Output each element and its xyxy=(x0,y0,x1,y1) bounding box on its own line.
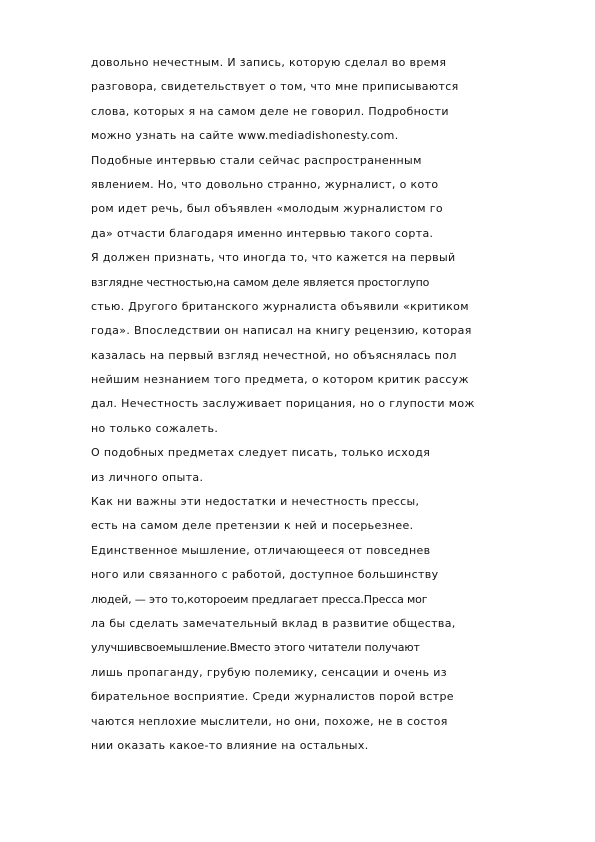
text-line: есть на самом деле претензии к ней и посерьезнее. xyxy=(91,519,414,533)
text-line: из личного опыта. xyxy=(91,470,204,484)
text-line: Единственное мышление, отличающееся от повседнев xyxy=(91,543,431,557)
text-line: людей, — это то,котороеим предлагает пресса.Пресса мог xyxy=(91,592,428,606)
text-line: Я должен признать, что иногда то, что кажется на первый xyxy=(91,251,456,265)
text-line: чаются неплохие мыслители, но они, похоже, не в состоя xyxy=(91,714,448,728)
text-line: да» отчасти благодаря именно интервью такого сорта. xyxy=(91,226,434,240)
text-line: довольно нечестным. И запись, которую сделал во время xyxy=(91,56,447,69)
text-line: разговора, свидетельствует о том, что мне приписываются xyxy=(91,80,459,94)
text-line: года». Впоследствии он написал на книгу рецензию, которая xyxy=(91,324,472,338)
text-line: ром идет речь, был объявлен «молодым журналистом го xyxy=(91,202,443,216)
text-line: но только сожалеть. xyxy=(91,421,219,435)
text-line: бирательное восприятие. Среди журналистов порой встре xyxy=(91,690,454,704)
text-line: улучшивсвоемышление.Вместо этого читатели получают xyxy=(91,641,420,655)
body-text xyxy=(91,55,561,762)
text-line: Подобные интервью стали сейчас распространенным xyxy=(91,153,422,167)
text-line: Как ни важны эти недостатки и нечестность прессы, xyxy=(91,495,420,509)
text-line: явлением. Но, что довольно странно, журналист, о кото xyxy=(91,177,439,191)
text-line: взглядне честностью,на самом деле является простоглупо xyxy=(91,275,430,289)
text-line: ла бы сделать замечательный вклад в развитие общества, xyxy=(91,616,456,630)
text-line: казалась на первый взгляд нечестной, но объяснялась пол xyxy=(91,348,457,362)
text-line: можно узнать на сайте www.mediadishonesty.com. xyxy=(91,129,399,143)
text-line: лишь пропаганду, грубую полемику, сенсации и очень из xyxy=(91,665,447,679)
text-line: дал. Нечестность заслуживает порицания, но о глупости мож xyxy=(91,397,475,411)
text-line: нейшим незнанием того предмета, о котором критик рассуж xyxy=(91,373,469,387)
text-line: нии оказать какое-то влияние на остальных. xyxy=(91,738,369,752)
text-line: ного или связанного с работой, доступное большинству xyxy=(91,568,439,582)
text-line: слова, которых я на самом деле не говорил. Подробности xyxy=(91,104,449,118)
text-line: О подобных предметах следует писать, только исходя xyxy=(91,446,431,460)
text-line: стью. Другого британского журналиста объявили «критиком xyxy=(91,299,469,313)
